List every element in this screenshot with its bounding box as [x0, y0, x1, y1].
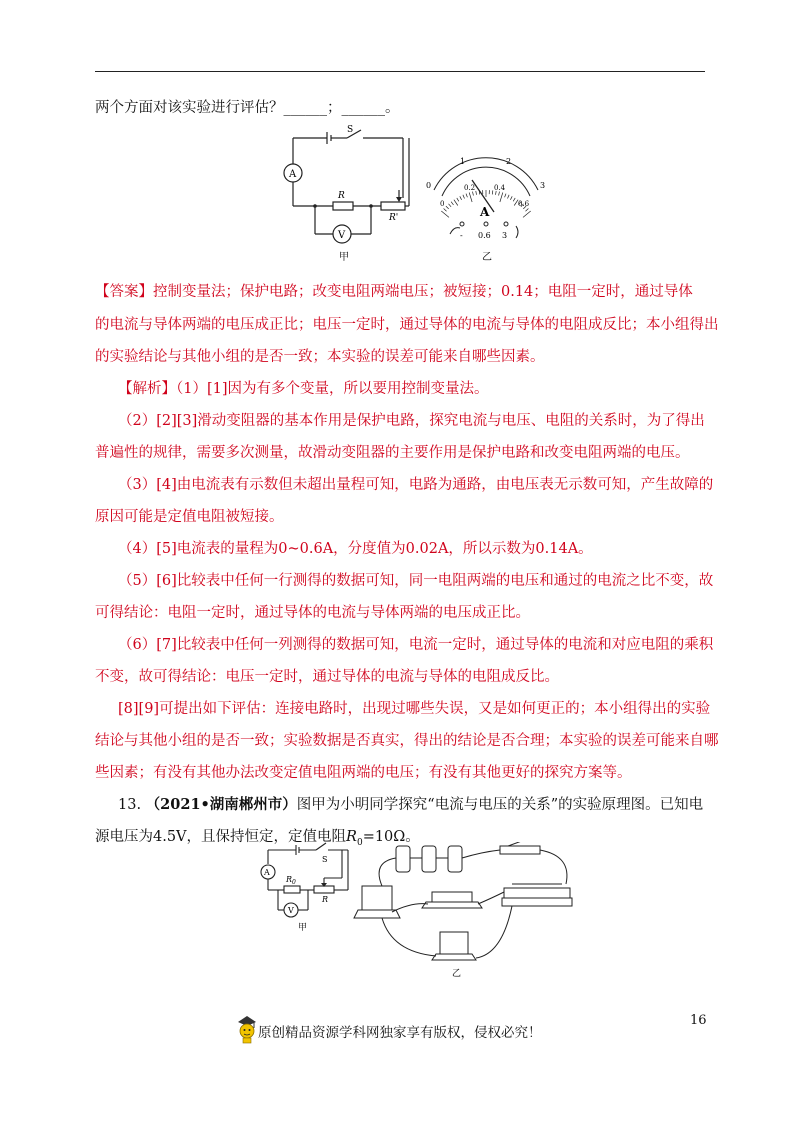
switch-label: S: [322, 855, 328, 864]
terminal-label: 3: [502, 231, 508, 240]
circuit-diagram-q13-jia: [258, 838, 358, 938]
question-13-line: [118, 795, 703, 815]
meter-tick: [469, 193, 472, 203]
meter-tick: [513, 198, 515, 201]
analysis-line: 些因素；有没有其他办法改变定值电阻两端的电压；有没有其他更好的探究方案等。: [95, 765, 632, 781]
analysis-line: （4）[5]电流表的量程为0~0.6A，分度值为0.02A，所以示数为0.14A。: [118, 541, 593, 557]
analysis-line: 普遍性的规律，需要多次测量，故滑动变阻器的主要作用是保护电路和改变电阻两端的电压。: [95, 445, 690, 461]
meter-top-tick: 3: [540, 181, 546, 190]
meter-top-tick: 0: [426, 181, 432, 190]
meter-tick: [460, 196, 462, 200]
meter-top-tick: 2: [506, 157, 512, 166]
meter-tick: [463, 195, 465, 199]
terminal-label: -: [460, 231, 463, 240]
resistor-label: R: [338, 191, 345, 201]
meter-tick: [441, 211, 449, 217]
voltmeter-symbol: V: [288, 906, 294, 915]
analysis-line: （5）[6]比较表中任何一行测得的数据可知，同一电阻两端的电压和通过的电流之比不变，故: [118, 573, 714, 589]
figure-caption-yi: 乙: [452, 969, 462, 979]
meter-tick: [466, 194, 467, 198]
page-number: 16: [690, 1013, 707, 1028]
question-number: 13.: [118, 797, 142, 813]
apparatus-illustration-yi: [352, 842, 584, 980]
voltmeter-symbol: V: [338, 230, 346, 241]
meter-tick: [457, 198, 459, 201]
meter-tick: [454, 200, 458, 206]
switch-label: S: [347, 125, 354, 135]
mascot-icon: [236, 1014, 258, 1044]
analysis-line: 可得结论：电阻一定时，通过导体的电流与导体两端的电压成正比。: [95, 605, 530, 621]
ammeter-dial-yi: [420, 152, 550, 264]
header-rule: [95, 71, 705, 72]
ammeter-symbol: A: [289, 169, 297, 180]
figure-caption-jia: 甲: [298, 923, 308, 933]
analysis-line: （6）[7]比较表中任何一列测得的数据可知，电流一定时，通过导体的电流和对应电阻的乘积: [118, 637, 714, 653]
meter-bottom-tick: 0: [440, 200, 445, 208]
meter-bottom-tick: 0.6: [518, 200, 530, 208]
meter-tick: [526, 209, 529, 212]
analysis-line: 结论与其他小组的是否一致；实验数据是否真实，得出的结论是否合理；本实验的误差可能来自哪: [95, 733, 719, 749]
meter-tick: [523, 211, 531, 217]
text-line: 两个方面对该实验进行评估？______；______。: [95, 100, 400, 116]
meter-tick: [446, 206, 449, 209]
meter-top-tick: 1: [460, 157, 466, 166]
footer-copyright: 原创精品资源学科网独家享有版权，侵权必究！: [258, 1025, 542, 1041]
answer-line: 的实验结论与其他小组的是否一致；本实验的误差可能来自哪些因素。: [95, 349, 545, 365]
meter-tick: [473, 192, 474, 196]
analysis-line: （2）[2][3]滑动变阻器的基本作用是保护电路，探究电流与电压、电阻的关系时，为了得出: [118, 413, 705, 429]
meter-tick: [500, 193, 503, 203]
meter-tick: [508, 195, 510, 199]
meter-tick: [505, 194, 506, 198]
analysis-line: 原因可能是定值电阻被短接。: [95, 509, 284, 525]
meter-tick: [510, 196, 512, 200]
circuit-diagram-jia: [275, 124, 415, 264]
figure-caption-yi: 乙: [482, 252, 492, 263]
answer-line: 【答案】控制变量法；保护电路；改变电阻两端电压；被短接；0.14；电阻一定时，通过导体: [95, 284, 693, 300]
question-source: （2021•湖南郴州市）: [145, 796, 297, 813]
analysis-line: 【解析】（1）[1]因为有多个变量，所以要用控制变量法。: [118, 381, 489, 397]
meter-bottom-tick: 0.4: [494, 184, 506, 192]
meter-unit: A: [480, 205, 490, 219]
meter-tick: [499, 192, 500, 196]
meter-bottom-tick: 0.2: [464, 184, 476, 192]
meter-tick: [492, 190, 493, 194]
ammeter-symbol: A: [264, 868, 270, 877]
answer-line: 的电流与导体两端的电压成正比；电压一定时，通过导体的电流与导体的电阻成反比；本小组得出: [95, 317, 719, 333]
meter-tick: [444, 209, 447, 212]
question-13-line-2: 源电压为4.5V，且保持恒定，定值电阻$R_0=10\Omega$。: [95, 829, 420, 848]
analysis-line: 不变，故可得结论：电压一定时，通过导体的电流与导体的电阻成反比。: [95, 669, 559, 685]
meter-tick: [451, 202, 453, 205]
figure-caption-jia: 甲: [339, 252, 349, 263]
meter-tick: [449, 204, 452, 207]
question-text: 图甲为小明同学探究“电流与电压的关系”的实验原理图。已知电: [296, 797, 704, 813]
rheostat-label: R': [389, 213, 399, 223]
analysis-line: （3）[4]由电流表有示数但未超出量程可知，电路为通路，由电压表无示数可知，产生故障的: [118, 477, 714, 493]
meter-tick: [476, 191, 477, 195]
rheostat-label: R: [322, 895, 329, 904]
terminal-label: 0.6: [478, 231, 491, 240]
r0-label: $R_0$: [286, 875, 296, 886]
analysis-line: [8][9]可提出如下评估：连接电路时，出现过哪些失误，又是如何更正的；本小组得出的实验: [118, 701, 711, 717]
